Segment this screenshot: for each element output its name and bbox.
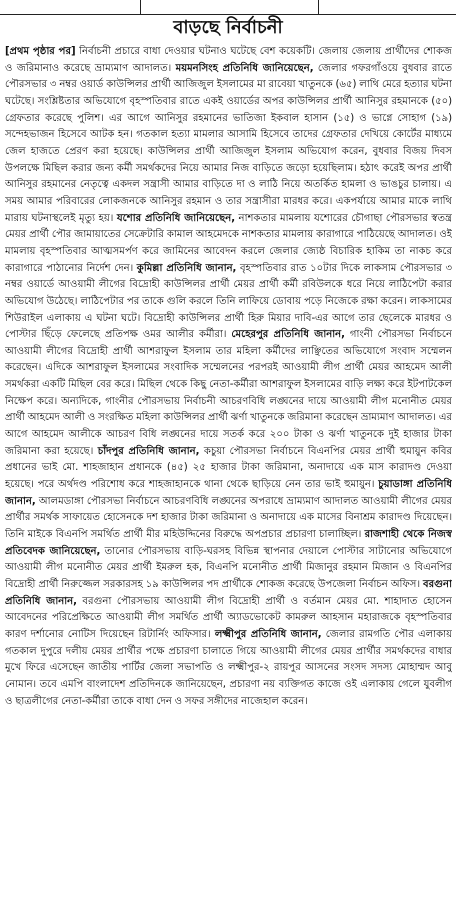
article-text: জেলার গফরগাঁওয়ে বুধবার রাতে পৌরসভার ৩ নম্বর ওয়ার্ড কাউন্সিলর প্রার্থী আজিজুল ইসলামের মা রাবেয়া খাতুনকে (৬৫) লাথি মেরে হত্যার ঘটনা ঘটেছে। সংশ্লিষ্টতার অভিযোগে বৃহস্পতিবার রাতে একই ওয়ার্ডের অপর কাউন্সিলর প্রার্থী আনিসুর রহমানকে (৫০) গ্রেফতার করেছে পুলিশ। এর আগে আনিসুর রহমানের ভাতিজা ইকবাল হাসান (১৫) ও ভাগ্নে সোহাগ (১৯) সন্দেহভাজন হিসেবে আটক হন। গতকাল হত্যা মামলার আসামি হিসেবে তাদের গ্রেফতার দেখিয়ে কোর্টের মাধ্যমে জেল হাজতে প্রেরণ করা হয়েছে। কাউন্সিলর প্রার্থী আজিজুল ইসলাম অভিযোগ করেন, বুধবার বিজয় দিবস উপলক্ষে মিছিল করার জন্য কর্মী সমর্থকদের নিয়ে আমার নিজ বাড়িতে জড়ো হয়েছিলাম। হঠাৎ করেই অপর প্রার্থী আনিসুর রহমানের নেতৃত্বে একদল সন্ত্রাসী আমার বাড়িতে দা ও লাঠি নিয়ে অতর্কিত হামলা ও ভাঙচুর চালায়। এ সময় আমার পরিবারের লোকজনকে আনিসুর রহমান ও তার সন্ত্রাসীরা মারধর করে। একপর্যায়ে আমার মাকে লাথি মারায় ঘটনাস্থলেই মৃত্যু হয়। <box>5 62 452 224</box>
article-dateline: মেহেরপুর প্রতিনিধি জানান, <box>231 329 345 341</box>
top-rule <box>0 14 456 15</box>
article-dateline: যশোর প্রতিনিধি জানিয়েছেন, <box>116 212 235 224</box>
headline: বাড়ছে নির্বাচনী <box>173 17 283 38</box>
article-dateline: রাজশাহী থেকে নিজস্ব প্রতিবেদক জানিয়েছেন, <box>5 529 452 557</box>
article-dateline: চুয়াডাঙ্গা প্রতিনিধি জানান, <box>5 479 452 507</box>
article-text: তানোর পৌরসভায় বাড়ি-ঘরসহ বিভিন্ন স্থাপনার দেয়ালে পোস্টার সাটানোর অভিযোগে আওয়ামী লীগ মনোনীত মেয়র প্রার্থী ইমরুল হক, বিএনপি মনোনীত প্রার্থী মিজানুর রহমান মিজান ও বিএনপির বিদ্রোহী প্রার্থী নিরুজ্জেল সরকারসহ ১৯ কাউন্সিলর পদ প্রার্থীকে শোকজ করেছে উপজেলা নির্বাচন অফিস। <box>5 545 452 590</box>
article-text: গাংনী পৌরসভা নির্বাচনে আওয়ামী লীগের বিদ্রোহী প্রার্থী আশরাফুল ইসলাম তার মহিলা কর্মীদের লাঞ্ছিতের অভিযোগে সংবাদ সম্মেলন করেছেন। এদিকে আশরাফুল ইসলামের সংবাদিক সম্মেলনের পরপরই আওয়ামী লীগ প্রার্থী মেয়র আহমেদ আলী সমর্থকরা একটি মিছিল বের করে। মিছিল থেকে কিছু নেতা-কর্মীরা আশরাফুল ইসলামের বাড়ি লক্ষ্য করে ইটপাটকেল নিক্ষেপ করে। অন্যদিকে, গাংনীর পৌরসভায় নির্বাচনী আচরণবিধি লঙ্ঘনের দায়ে আওয়ামী লীগ মনোনীত মেয়র প্রার্থী আহমেদ আলী ও সংরক্ষিত মহিলা কাউন্সিলর প্রার্থী ঝর্ণা খাতুনকে জরিমানা করেছেন ভ্রাম্যমাণ আদালত। এর আগে আহমেদ আলীকে আচরণ বিধি লঙ্ঘনের দায়ে সতর্ক করে ২০০ টাকা ও ঝর্ণা খাতুনকে দুই হাজার টাকা জরিমানা করা হয়েছে। <box>5 329 452 457</box>
header-tab-divider-left <box>140 0 141 14</box>
article-text: আলমডাঙ্গা পৌরসভা নির্বাচনে আচরণবিধি লঙ্ঘনের অপরাধে ভ্রাম্যমাণ আদালত আওয়ামী লীগের মেয়র প্রার্থীর সমর্থক সাফায়েত হোসেনকে দশ হাজার টাকা জরিমানা ও অনাদায়ে এক মাসের বিনাশ্রম কারাদণ্ড দিয়েছেন। তিনি মাইকে বিএনপি সমর্থিত প্রার্থী মীর মহিউদ্দিনের বিরুদ্ধে অপপ্রচার প্রচারণা চালাচ্ছিল। <box>5 495 452 541</box>
header-tab-divider-right <box>318 0 319 14</box>
article-text: কচুয়া পৌরসভা নির্বাচনে বিএনপির মেয়র প্রার্থী হুমায়ুন কবির প্রধানের ভাই মো. শাহজাহান প্রধানকে (৪৫) ২৫ হাজার টাকা জরিমানা, অনাদায়ে এক মাস কারাদণ্ড দেওয়া হয়েছে। পরে অর্থদণ্ড পরিশোধ করে শাহজাহানকে থানা থেকে ছাড়িয়ে নেন তার ভাই হুমায়ুন। <box>5 445 452 491</box>
article-dateline: [প্রথম পৃষ্ঠার পর] <box>5 46 76 57</box>
article-text: জেলার রামগতি পৌর এলাকায় গতকাল দুপুরে দলীয় মেয়র প্রার্থীর পক্ষে প্রচারণা চালাতে গিয়ে আওয়ামী লীগের মেয়র প্রার্থীর সমর্থকদের বাধার মুখে ফিরে এসেছেন জাতীয় পার্টির জেলা সভাপতি ও লক্ষ্মীপুর-২ রায়পুর আসনের সংসদ সদস্য মোহাম্মদ আবু নোমান। তবে এমপি বাংলাদেশ প্রতিদিনকে জানিয়েছেন, প্রচারণা নয় ব্যক্তিগত কাজে ওই এলাকায় গেলে যুবলীগ ও ছাত্রলীগের নেতা-কর্মীরা তাকে বাধা দেন ও সফর সঙ্গীদের নাজেহাল করেন। <box>5 628 452 707</box>
article-dateline: বরগুনা প্রতিনিধি জানান, <box>5 579 452 607</box>
article-text: নাশকতার মামলায় যশোরের চৌগাছা পৌরসভার স্বতন্ত্র মেয়র প্রার্থী পৌর জামায়াতের সেক্রেটারি কামাল আহমেদকে নাশকতার মামলায় কারাগারে পাঠিয়েছে আদালত। ওই মামলায় বৃহস্পতিবার আত্মসমর্পণ করে জামিনের আবেদন করলে জেলার জ্যেষ্ঠ বিচারিক হাকিম তা নাকচ করে কারাগারে পাঠানোর নির্দেশ দেন। <box>5 212 452 274</box>
article-body <box>5 44 452 903</box>
article-dateline: কুমিল্লা প্রতিনিধি জানান, <box>136 262 237 274</box>
article-text: নির্বাচনী প্রচারে বাধা দেওয়ার ঘটনাও ঘটেছে বেশ কয়েকটি। জেলায় জেলায় প্রার্থীদের শোকজ ও জরিমানাও করেছে ভ্রাম্যমাণ আদালত। <box>5 46 452 74</box>
article-text: বরগুনা পৌরসভায় আওয়ামী লীগ বিদ্রোহী প্রার্থী ও বর্তমান মেয়র মো. শাহাদাত হোসেন আবেদনের পরিপ্রেক্ষিতে আওয়ামী লীগ সমর্থিত প্রার্থী অ্যাডভোকেট কামরুল আহসান মহারাজকে বৃহস্পতিবার কারণ দর্শানোর নোটিস দিয়েছেন রিটার্নিং অফিসার। <box>5 595 452 640</box>
article-dateline: লক্ষ্মীপুর প্রতিনিধি জানান, <box>214 628 322 640</box>
article-text: বৃহস্পতিবার রাত ১০টার দিকে লাকসাম পৌরসভার ৩ নম্বর ওয়ার্ডে আওয়ামী লীগের বিদ্রোহী কাউন্সিলর প্রার্থী মেয়র প্রার্থী কর্মী রবিউলকে ধরে নিয়ে লাঠিপেটা করার অভিযোগ উঠেছে। লাঠিপেটার পর তাকে গুলি করলে তিনি লাফিয়ে ডোবায় পড়ে নিজেকে রক্ষা করেন। লাকসামের শিউরাইল এলাকায় এ ঘটনা ঘটে। বিদ্রোহী কাউন্সিলর প্রার্থী হিরু মিয়ার দাবি-এর আগে তার ছেলেকে মারধর ও পোস্টার ছিঁড়ে ফেলেছে প্রতিপক্ষ ওমর আলীর কর্মীরা। <box>5 262 452 341</box>
article-dateline: চাঁদপুর প্রতিনিধি জানান, <box>97 445 200 457</box>
article-dateline: ময়মনসিংহ প্রতিনিধি জানিয়েছেন, <box>175 62 314 74</box>
